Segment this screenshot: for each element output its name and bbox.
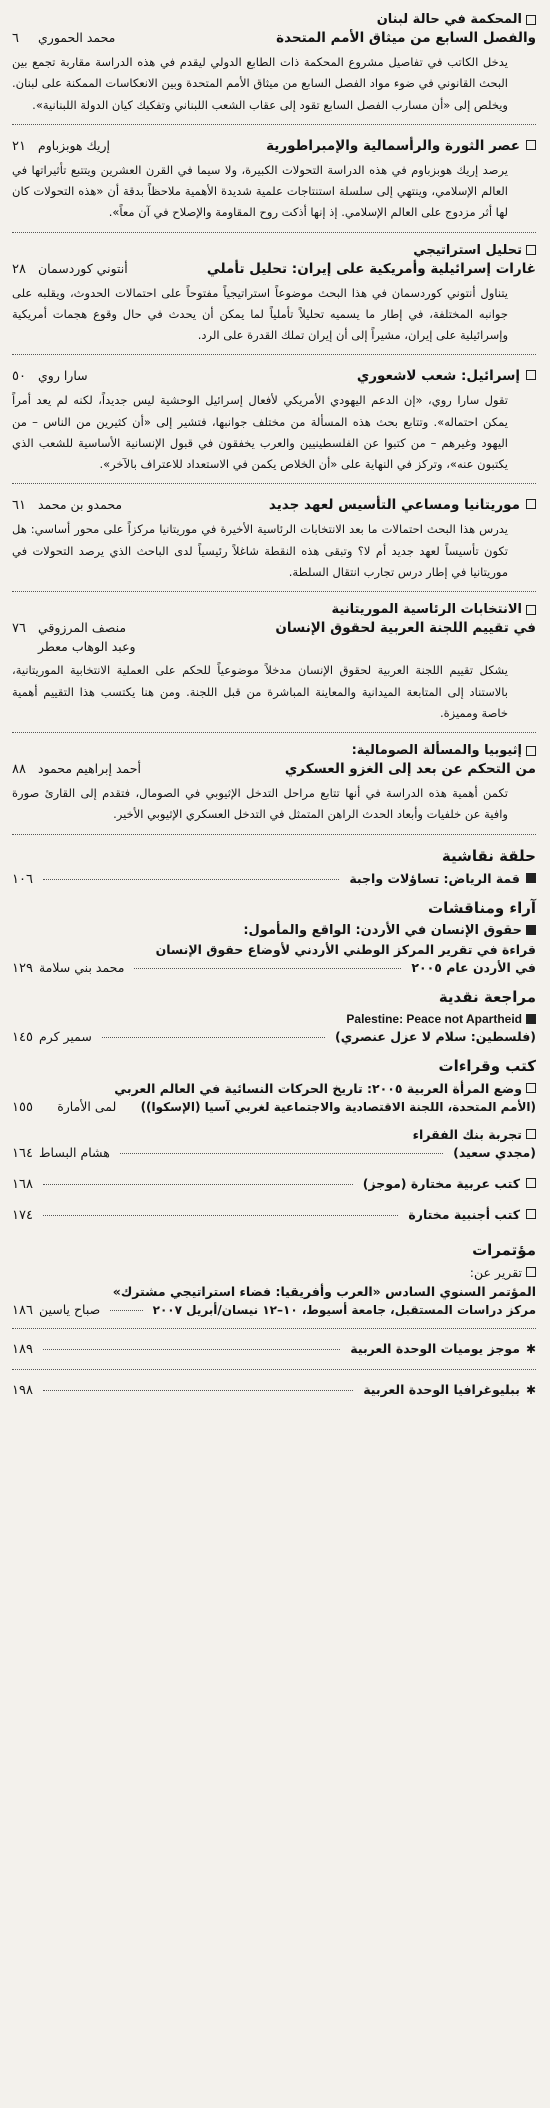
dotted-leader — [102, 1037, 325, 1038]
entry-subtitle: (مجدي سعيد) — [453, 1144, 536, 1160]
toc-entry-riyadh-summit[interactable] — [12, 871, 536, 887]
entry-author: إريك هوبزباوم — [38, 137, 110, 153]
toc-entry-lebanon-tribunal — [12, 10, 536, 125]
entry-title[interactable]: ببليوغرافيا الوحدة العربية — [363, 1381, 520, 1397]
entry-title[interactable]: قراءة في تقرير المركز الوطني الأردني لأوضاع حقوق الإنسان — [155, 941, 536, 957]
entry-author: محمد الحموري — [38, 30, 116, 45]
toc-entry-arab-unity-diary[interactable] — [12, 1341, 536, 1357]
toc-entry-mauritania — [12, 492, 536, 592]
entry-title[interactable]: المؤتمر السنوي السادس «العرب وأفريقيا: فضاء استراتيجي مشترك» — [112, 1283, 536, 1299]
section-heading-opinions: آراء ومناقشات — [428, 898, 536, 917]
entry-title[interactable]: كتب عربية مختارة (موجز) — [362, 1175, 520, 1191]
entry-page-number: ١٦٨ — [12, 1176, 33, 1192]
toc-entry-mauritania-elections — [12, 600, 536, 733]
entry-page-number: ٦ — [12, 31, 19, 46]
entry-author: أحمد إبراهيم محمود — [38, 761, 141, 777]
bullet-square-icon — [526, 605, 536, 615]
entry-abstract: تكمن أهمية هذه الدراسة في أنها تتابع مراحل التدخل الإثيوبي في الصومال، فتقدم إلى القارئ صورة وافية عن خلفيات وأبعاد الحدث الراهن المتمثل في التدخل العسكري الإثيوبي الأخير. — [12, 786, 508, 822]
entry-subtitle: مركز دراسات المستقبل، جامعة أسيوط، ١٠–١٢ نيسان/أبريل ٢٠٠٧ — [152, 1302, 536, 1317]
toc-entry-palestine-review — [12, 1012, 536, 1045]
bullet-square-icon — [526, 746, 536, 756]
entry-title[interactable]: إسرائيل: شعب لاشعوري — [356, 368, 520, 385]
entry-title-continued[interactable]: في الأردن عام ٢٠٠٥ — [411, 959, 536, 975]
entry-title[interactable]: والفصل السابع من ميثاق الأمم المتحدة — [276, 30, 536, 46]
section-heading-conferences: مؤتمرات — [472, 1240, 536, 1259]
entry-page-number: ١٦٤ — [12, 1145, 33, 1161]
toc-entry-arabic-books[interactable] — [12, 1176, 536, 1192]
section-heading-review: مراجعة نقدية — [438, 987, 536, 1006]
bullet-square-icon — [526, 370, 536, 380]
entry-abstract: يتناول أنتوني كوردسمان في هذا البحث موضوعاً استراتيجياً مفتوحاً على احتمالات الحدوث، ويقلبه على جوانبه المختلفة، في إطار ما يسميه تحليلاً تأملياً لما يمكن أن يحدث في حال وقوع هجمات أمريكية وإسرائيلية على إيران، مشيراً إلى أن إيران تملك القدرة على الرد. — [12, 285, 508, 343]
entry-abstract: يدرس هذا البحث احتمالات ما بعد الانتخابات الرئاسية الأخيرة في موريتانيا مركزاً على محور أساسي: هل تكون تأسيساً لعهد جديد أم لا؟ وتبقى هذه النقطة شاغلاً رئيسياً لدى الباحث الذي يرصد التحولات في موريتانيا في إطار درس تجارب انتقال السلطة. — [12, 522, 508, 579]
toc-entry-iran-raids — [12, 241, 536, 356]
bullet-square-icon — [526, 140, 536, 150]
entry-page-number: ١٨٩ — [12, 1341, 33, 1357]
bullet-filled-square-icon — [526, 1014, 536, 1024]
book-title-english[interactable]: Palestine: Peace not Apartheid — [346, 1011, 522, 1026]
bullet-square-icon — [526, 499, 536, 509]
entry-author: سمير كرم — [38, 1028, 92, 1044]
entry-page-number: ١٧٤ — [12, 1207, 33, 1223]
dotted-leader — [43, 1390, 353, 1391]
entry-title[interactable]: موجز يوميات الوحدة العربية — [350, 1340, 520, 1356]
entry-title[interactable]: تجربة بنك الفقراء — [412, 1126, 522, 1142]
dotted-leader — [43, 1349, 340, 1350]
entry-abstract: يدخل الكاتب في تفاصيل مشروع المحكمة ذات الطابع الدولي ليقدم في هذه الدراسة مقاربة تجمع بين البحث القانوني في ضوء مواد الفصل السابع من ميثاق الأمم المتحدة وبين الانعكاسات الممكنة على لبنان. ويخلص إلى «أن مسارب الفصل السابع تقود إلى عقاب الشعب اللبناني وتفكيك كيان الدولة اللبنانية». — [12, 55, 508, 112]
dotted-leader — [43, 1215, 398, 1216]
bullet-square-icon — [526, 15, 536, 25]
bullet-square-icon — [526, 1267, 536, 1277]
entry-page-number: ٨٨ — [12, 762, 26, 778]
entry-kicker: المحكمة في حالة لبنان — [376, 12, 522, 27]
entry-page-number: ٢١ — [12, 138, 26, 154]
toc-entry-poor-bank — [12, 1127, 536, 1161]
toc-entry-ethiopia-somalia — [12, 741, 536, 835]
bullet-square-icon — [526, 245, 536, 255]
dotted-leader — [43, 879, 339, 880]
entry-abstract: يشكل تقييم اللجنة العربية لحقوق الإنسان مدخلاً موضوعياً للحكم على العملية الانتخابية الموريتانية، بالاستناد إلى المتابعة الميدانية والمعاينة المباشرة من قبل اللجنة. ومن هنا يكتسب هذا التقييم أهمية خاصة ومميزة. — [12, 663, 508, 720]
entry-page-number: ٢٨ — [12, 261, 26, 277]
entry-page-number: ١٤٥ — [12, 1029, 33, 1045]
toc-entry-foreign-books[interactable] — [12, 1207, 536, 1223]
bullet-filled-square-icon — [526, 873, 536, 883]
entry-kicker: تقرير عن: — [469, 1264, 522, 1280]
star-bullet-icon: ✱ — [525, 1341, 536, 1356]
entry-title[interactable]: وضع المرأة العربية ٢٠٠٥: تاريخ الحركات النسائية في العالم العربي — [114, 1080, 522, 1096]
entry-page-number: ١٢٩ — [12, 960, 33, 976]
entry-kicker: حقوق الإنسان في الأردن: الواقع والمأمول: — [243, 922, 522, 938]
entry-page-number: ١٥٥ — [12, 1099, 33, 1115]
dotted-leader — [120, 1153, 443, 1154]
bullet-square-icon — [526, 1083, 536, 1093]
bullet-square-icon — [526, 1178, 536, 1188]
entry-author: محمدو بن محمد — [38, 497, 123, 513]
entry-kicker: إثيوبيا والمسألة الصومالية: — [351, 743, 522, 759]
section-heading-books: كتب وقراءات — [438, 1056, 536, 1075]
entry-title[interactable]: غارات إسرائيلية وأمريكية على إيران: تحليل تأملي — [206, 260, 536, 277]
entry-author: منصف المرزوقي — [38, 620, 127, 636]
toc-entry-arab-women — [12, 1081, 536, 1115]
star-bullet-icon: ✱ — [525, 1382, 536, 1397]
entry-page-number: ٧٦ — [12, 621, 26, 637]
entry-page-number: ١٩٨ — [12, 1382, 33, 1398]
entry-author: محمد بني سلامة — [38, 959, 125, 975]
entry-title[interactable]: من التحكم عن بعد إلى الغزو العسكري — [284, 761, 536, 778]
toc-entry-jordan-human-rights — [12, 923, 536, 976]
entry-page-number: ٦١ — [12, 498, 26, 514]
entry-coauthor: وعبد الوهاب معطر — [38, 639, 136, 655]
entry-title[interactable]: كتب أجنبية مختارة — [408, 1206, 520, 1222]
bullet-square-icon — [526, 1129, 536, 1139]
toc-entry-arab-unity-bibliography[interactable] — [12, 1382, 536, 1398]
entry-kicker: الانتخابات الرئاسية الموريتانية — [331, 602, 522, 618]
entry-page-number: ١٨٦ — [12, 1302, 33, 1318]
dotted-leader — [134, 968, 401, 969]
entry-page-number: ١٠٦ — [12, 871, 33, 887]
entry-author: صباح ياسين — [38, 1301, 101, 1317]
toc-entry-conference-report — [12, 1265, 536, 1318]
entry-title[interactable]: موريتانيا ومساعي التأسيس لعهد جديد — [268, 497, 520, 514]
entry-author: لمى الأمارة — [57, 1098, 117, 1114]
dotted-leader — [110, 1310, 142, 1311]
toc-entry-israel-people — [12, 363, 536, 484]
bullet-square-icon — [526, 1209, 536, 1219]
bullet-filled-square-icon — [526, 925, 536, 935]
entry-author: هشام البساط — [38, 1144, 110, 1160]
dotted-leader — [43, 1184, 353, 1185]
entry-page-number: ٥٠ — [12, 369, 26, 385]
entry-abstract: تقول سارا روي، «إن الدعم اليهودي الأمريكي لأفعال إسرائيل الوحشية ليس جديداً، لكنه لم يعد أمراً يمكن احتماله». وتتابع بحث هذه المسألة من مختلف جوانبها، فتشير إلى «أن كثيرين من الناس – من اليهود وغيرهم – من كتبوا عن الفلسطينيين والعرب يخفقون في قبول الإنسانية الأساسية للشعب الذي يكتبون عنه»، وتركز في النهاية على «أن الخلاص يكمن في الاستعداد للاعتراف بالآخر». — [12, 393, 508, 472]
entry-title[interactable]: عصر الثورة والرأسمالية والإمبراطورية — [266, 137, 520, 154]
entry-author: أنتوني كوردسمان — [38, 260, 128, 276]
entry-kicker: تحليل استراتيجي — [413, 242, 522, 258]
entry-author: سارا روي — [38, 368, 88, 384]
entry-abstract: يرصد إريك هوبزباوم في هذه الدراسة التحولات الكبيرة، ولا سيما في القرن العشرين ويتتبع تأثيراتها في العالم الإسلامي، وينتهي إلى سلسلة استنتاجات علمية شديدة الأهمية ملاحظاً بدقة أن «هذه التحولات كان لها أثر مزدوج على العالم الإسلامي. إذ إنها أذكت روح المقاومة والإصلاح في آن معاً». — [12, 162, 508, 220]
entry-subtitle: (الأمم المتحدة، اللجنة الاقتصادية والاجتماعية لغربي آسيا (الإسكوا)) — [140, 1099, 536, 1114]
entry-title[interactable]: في تقييم اللجنة العربية لحقوق الإنسان — [275, 620, 536, 637]
entry-title[interactable]: (فلسطين: سلام لا عزل عنصري) — [335, 1028, 536, 1044]
section-heading-panel: حلقة نقاشية — [441, 846, 536, 865]
entry-title[interactable]: قمة الرياض: تساؤلات واجبة — [349, 870, 520, 886]
toc-entry-age-of-revolution — [12, 133, 536, 233]
